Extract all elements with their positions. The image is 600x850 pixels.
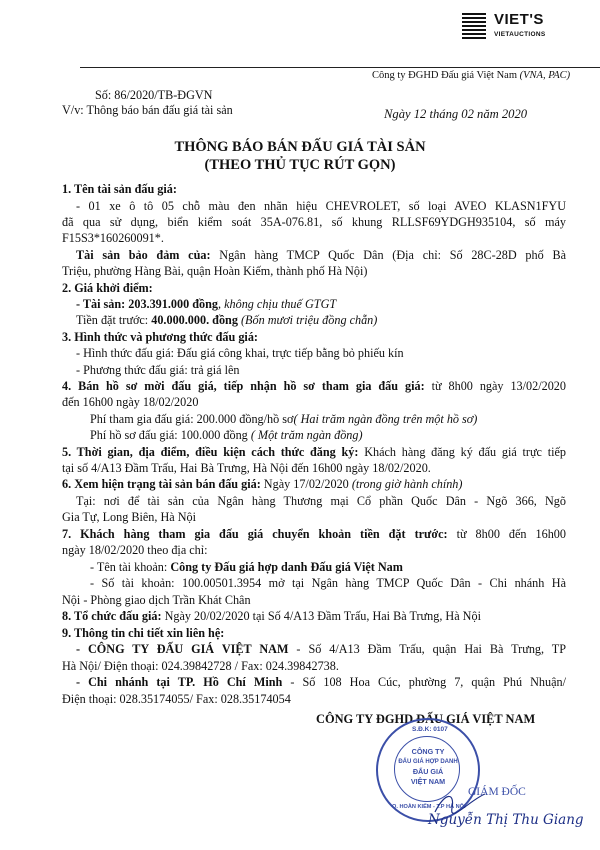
s4-heading: 4. Bán hồ sơ mời đấu giá, tiếp nhận hồ sơ tham gia đấu giá: từ 8h00 ngày 13/02/2020 — [62, 379, 566, 393]
s1-secured: Tài sản bảo đảm của: Ngân hàng TMCP Quốc Dân (Địa chỉ: Số 28C-28D phố Bà — [76, 248, 566, 262]
signature-company: CÔNG TY ĐGHD ĐẤU GIÁ VIỆT NAM — [316, 712, 536, 726]
s7-account-name: - Tên tài khoản: Công ty Đấu giá hợp danh Đấu giá Việt Nam — [90, 560, 403, 574]
s7-account-branch: Nội - Phòng giao dịch Trần Khát Chân — [62, 593, 251, 607]
page-subtitle: (THEO THỦ TỤC RÚT GỌN) — [204, 157, 396, 173]
s1-line2: đã qua sử dụng, biển kiểm soát 35A-076.81, số khung RLLSF69YDGH935104, số máy — [62, 215, 566, 229]
s1-heading: 1. Tên tài sản đấu giá: — [62, 182, 177, 196]
s2-heading: 2. Giá khởi điểm: — [62, 281, 153, 295]
s5-line2: tại số 4/A13 Đầm Trấu, Hai Bà Trưng, Hà Nội đến 16h00 ngày 18/02/2020. — [62, 461, 431, 475]
s6-heading: 6. Xem hiện trạng tài sản bán đấu giá: Ngày 17/02/2020 (trong giờ hành chính) — [62, 477, 463, 491]
s4-fee2: Phí hồ sơ đấu giá: 100.000 đồng ( Một trăm ngàn đồng) — [90, 428, 363, 442]
s9-branch: - Chi nhánh tại TP. Hồ Chí Minh - Số 108 Hoa Cúc, phường 7, quận Phú Nhuận/ — [76, 675, 566, 689]
s1-line3: F15S3*160260091*. — [62, 231, 164, 245]
s9-branch-line2: Điện thoại: 028.35174055/ Fax: 028.35174054 — [62, 692, 291, 706]
s9-hq-line2: Hà Nội/ Điện thoại: 024.39842728 / Fax: 024.39842738. — [62, 659, 339, 673]
s2-asset: - Tài sản: 203.391.000 đồng, không chịu thuế GTGT — [76, 297, 337, 311]
s2-deposit: Tiền đặt trước: 40.000.000. đồng (Bốn mươi triệu đồng chẵn) — [76, 313, 378, 327]
s1-line1: - 01 xe ô tô 05 chỗ màu đen nhãn hiệu CHEVROLET, số loại AVEO KLASN1FYU — [76, 199, 566, 213]
signature-name: Nguyễn Thị Thu Giang — [428, 812, 584, 828]
signature-role: GIÁM ĐỐC — [468, 786, 526, 798]
s3-line2: - Phương thức đấu giá: trả giá lên — [76, 363, 240, 377]
header-divider — [80, 67, 600, 68]
logo-title: VIET'S — [494, 11, 544, 28]
s4-fee1: Phí tham gia đấu giá: 200.000 đồng/hồ sơ( Hai trăm ngàn đồng trên một hồ sơ) — [90, 412, 478, 426]
stamp-line-2: ĐẤU GIÁ HỢP DANH — [398, 759, 458, 765]
s3-heading: 3. Hình thức và phương thức đấu giá: — [62, 330, 258, 344]
stamp-line-1: CÔNG TY — [411, 747, 445, 756]
s9-hq: - CÔNG TY ĐẤU GIÁ VIỆT NAM - Số 4/A13 Đầm Trấu, quận Hai Bà Trưng, TP — [76, 642, 567, 656]
logo-subtitle: VIETAUCTIONS — [494, 31, 546, 38]
stamp-top-text: S.Đ.K: 0107 — [412, 726, 448, 733]
s7-account-number: - Số tài khoản: 100.00501.3954 mở tại Ngân hàng TMCP Quốc Dân - Chi nhánh Hà — [90, 576, 566, 590]
stamp-bottom-text: Q. HOÀN KIẾM - T.P HÀ NỘI — [392, 804, 466, 810]
s7-line2: ngày 18/02/2020 theo địa chỉ: — [62, 543, 208, 557]
s6-line3: Gia Tự, Long Biên, Hà Nội — [62, 510, 196, 524]
s1-secured-line2: Triệu, phường Hàng Bài, quận Hoàn Kiếm, thành phố Hà Nội) — [62, 264, 368, 278]
s6-line2: Tại: nơi để tài sản của Ngân hàng Thương mại Cổ phần Quốc Dân - Ngõ 366, Ngõ — [76, 494, 566, 508]
s5-heading: 5. Thời gian, địa điểm, điều kiện cách thức đăng ký: Khách hàng đăng ký đấu giá trực tiếp — [62, 445, 566, 459]
doc-number: Số: 86/2020/TB-ĐGVN — [95, 88, 213, 102]
stamp-line-4: VIỆT NAM — [410, 777, 446, 786]
s9-heading: 9. Thông tin chi tiết xin liên hệ: — [62, 626, 225, 640]
s8-line: 8. Tổ chức đấu giá: Ngày 20/02/2020 tại Số 4/A13 Đầm Trấu, Hai Bà Trưng, Hà Nội — [62, 609, 481, 623]
logo-mark — [462, 13, 486, 43]
header-company: Công ty ĐGHD Đấu giá Việt Nam (VNA, PAC) — [372, 70, 571, 81]
s4-line2: đến 16h00 ngày 18/02/2020 — [62, 395, 199, 409]
s7-heading: 7. Khách hàng tham gia đấu giá chuyển khoản tiền đặt trước: từ 8h00 đến 16h00 — [62, 527, 566, 541]
stamp-line-3: ĐẤU GIÁ — [412, 767, 444, 776]
s3-line1: - Hình thức đấu giá: Đấu giá công khai, trực tiếp bằng bỏ phiếu kín — [76, 346, 404, 360]
doc-date: Ngày 12 tháng 02 năm 2020 — [384, 107, 528, 121]
doc-subject: V/v: Thông báo bán đấu giá tài sản — [62, 103, 233, 117]
page-title: THÔNG BÁO BÁN ĐẤU GIÁ TÀI SẢN — [174, 139, 426, 155]
